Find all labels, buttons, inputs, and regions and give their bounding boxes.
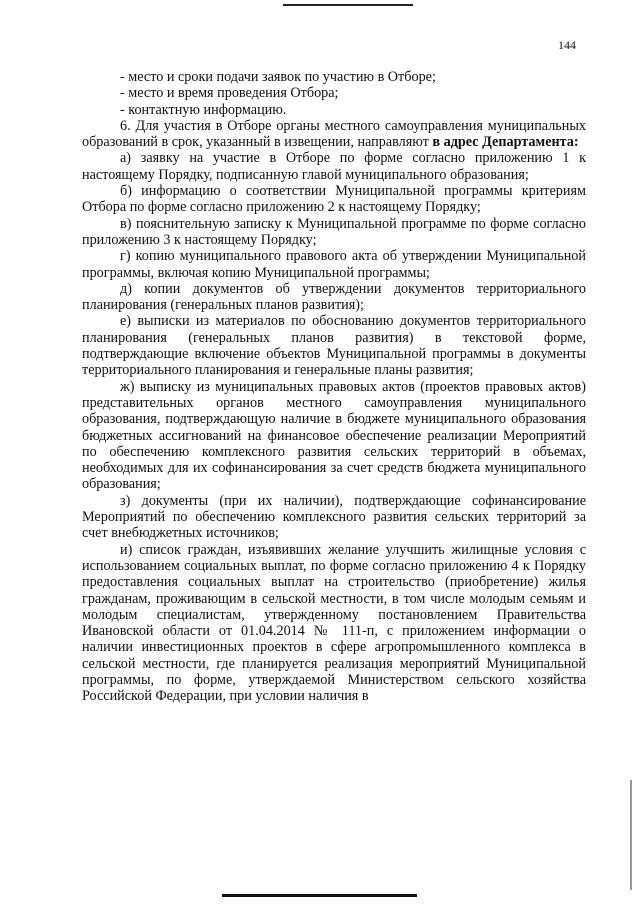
paragraph-6-text: 6. Для участия в Отборе органы местного самоуправления муниципальных образований в срок, указанный в извещении, направляют (82, 117, 586, 151)
scan-artifact-bottom-line (222, 894, 417, 897)
subitem-g: г) копию муниципального правового акта об утверждении Муниципальной программы, включая копию Муниципальной программы; (82, 248, 586, 281)
subitem-i: и) список граждан, изъявивших желание улучшить жилищные условия с использованием социальных выплат, по форме согласно приложению 4 к Порядку предоставления социальных выплат на строительство (приобретение) жилья гражданам, проживающим в сельской местности, в том числе молодым семьям и молодым специалистам, утвержденному постановлением Правительства Ивановской области от 01.04.2014 № 111-п, с приложением информации о наличии инвестиционных проектов в сфере агропромышленного комплекса в сельской местности, где планируется реализация мероприятий Муниципальной программы, по форме, утверждаемой Министерством сельского хозяйства Российской Федерации, при условии наличия в (82, 541, 586, 705)
subitem-zh: ж) выписку из муниципальных правовых актов (проектов правовых актов) представительных органов местного самоуправления муниципального образования, подтверждающую наличие в бюджете муниципального образования бюджетных ассигнований на финансовое обеспечение реализации Мероприятий по обеспечению комплексного развития сельских территорий в объемах, необходимых для их софинансирования за счет средств бюджета муниципального образования; (82, 378, 586, 493)
list-item-deadlines: - место и сроки подачи заявок по участию в Отборе; (120, 69, 436, 85)
subitem-z: з) документы (при их наличии), подтверждающие софинансирование Мероприятий по обеспечению комплексного развития сельских территорий за счет внебюджетных источников; (82, 492, 586, 542)
paragraph-6 (82, 118, 586, 151)
list-item-contacts: - контактную информацию. (120, 101, 287, 118)
scan-artifact-right-edge (630, 780, 632, 890)
document-body (82, 69, 586, 705)
subitem-b: б) информацию о соответствии Муниципальной программы критериям Отбора по форме согласно приложению 2 к настоящему Порядку; (82, 183, 586, 216)
paragraph-6-bold: в адрес Департамента: (432, 134, 579, 151)
subitem-d: д) копии документов об утверждении документов территориального планирования (генеральных планов развития); (82, 280, 586, 314)
list-item-venue: - место и время проведения Отбора; (120, 85, 339, 102)
page-number: 144 (558, 38, 576, 52)
subitem-a: а) заявку на участие в Отборе по форме согласно приложению 1 к настоящему Порядку, подписанную главой муниципального образования; (82, 150, 586, 183)
scan-artifact-top-line (283, 4, 413, 6)
subitem-e: е) выписки из материалов по обоснованию документов территориального планирования (генеральных планов развития) в текстовой форме, подтверждающие включение объектов Муниципальной программы в документы территориального планирования и генеральные планы развития; (82, 313, 586, 379)
subitem-v: в) пояснительную записку к Муниципальной программе по форме согласно приложению 3 к настоящему Порядку; (82, 215, 586, 248)
